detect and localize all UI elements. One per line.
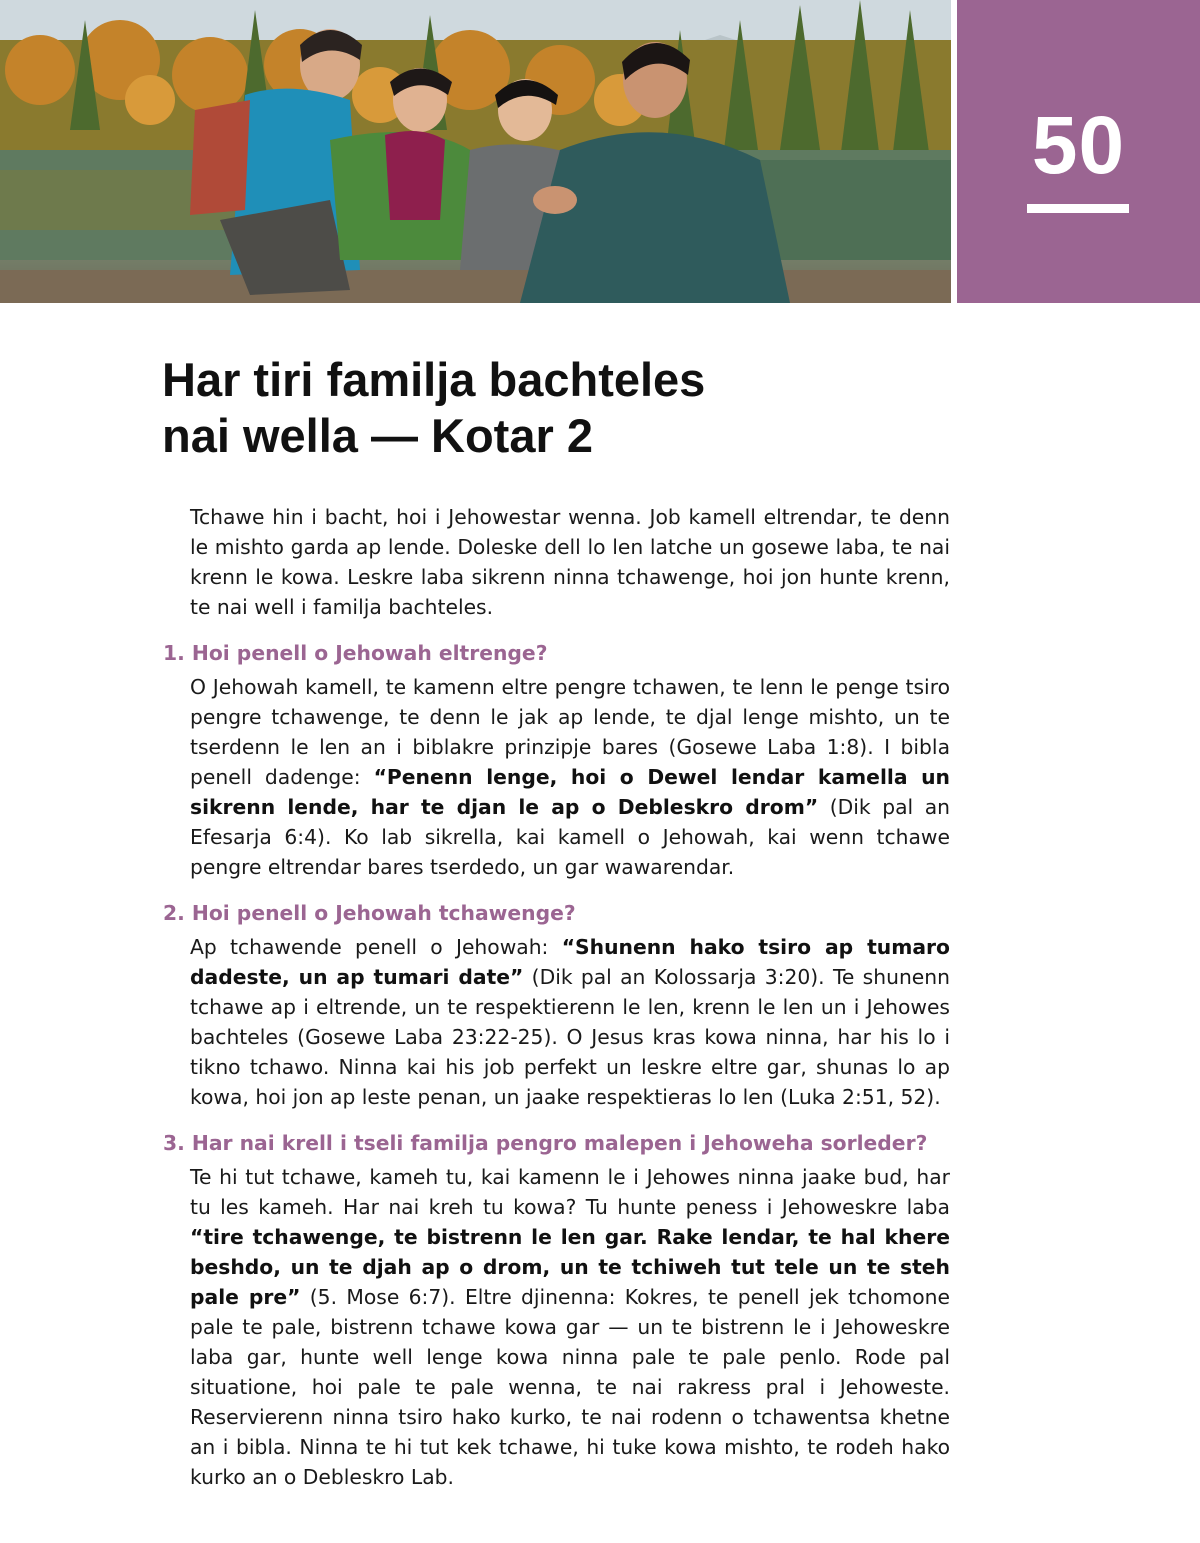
answer-1-text-cont: (Dik pal an Efesarja 6:4). Ko lab sikrella, kai kamell o Jehowah, kai wenn tchawe pengre eltrendar bares tserdedo, un gar wawarendar. [190, 795, 951, 879]
lesson-number: 50 [1031, 100, 1126, 191]
answer-3-bold-quote: “tire tchawenge, te bistrenn le len gar. Rake lendar, te hal khere beshdo, un te djah ap o drom, un te tchiweh tut tele un te steh pale pre” [190, 1225, 950, 1309]
page-title-line-1: Har tiri familja bachteles [162, 353, 706, 406]
family-photo-illustration [0, 0, 951, 303]
answer-2 [190, 932, 950, 1112]
question-3: 3. Har nai krell i tseli familja pengro malepen i Jehoweha sorleder? [163, 1131, 928, 1155]
answer-1-bold-quote: “Penenn lenge, hoi o Dewel lendar kamella un sikrenn lende, har te djan le ap o Debleskro drom” [190, 765, 950, 819]
page-title [162, 352, 962, 464]
answer-1 [190, 672, 950, 882]
question-2: 2. Hoi penell o Jehowah tchawenge? [163, 901, 576, 925]
page-title-line-2: nai wella — Kotar 2 [162, 409, 593, 462]
lesson-number-underline [1027, 204, 1129, 213]
answer-3-text-cont: (5. Mose 6:7). Eltre djinenna: Kokres, te penell jek tchomone pale te pale, bistrenn tchawe kowa gar — un te bistrenn le i Jehoweskre laba gar, hunte well lenge kowa ninna pale te pale penlo. Rode pal situatione, hoi pale te pale wenna, te nai rakress pral i Jehoweste. Reservierenn ninna tsiro hako kurko, te nai rodenn o tchawentsa khetne an i bibla. Ninna te hi tut kek tchawe, hi tuke kowa mishto, te rodeh hako kurko an o Debleskro Lab. [190, 1285, 950, 1489]
intro-paragraph: Tchawe hin i bacht, hoi i Jehowestar wenna. Job kamell eltrendar, te denn le mishto garda ap lende. Doleske dell lo len latche un gosewe laba, te nai krenn le kowa. Leskre laba sikrenn ninna tchawenge, hoi jon hunte krenn, te nai well i familja bachteles. [190, 505, 950, 619]
answer-3 [190, 1162, 950, 1492]
answer-2-bold-quote: “Shunenn hako tsiro ap tumaro dadeste, un ap tumari date” [190, 935, 950, 989]
question-1: 1. Hoi penell o Jehowah eltrenge? [163, 641, 548, 665]
answer-2-text-cont: (Dik pal an Kolossarja 3:20). Te shunenn tchawe ap i eltrende, un te respektierenn le len, krenn le len un i Jehowes bachteles (Gosewe Laba 23:22-25). O Jesus kras kowa ninna, har his lo i tikno tchawo. Ninna kai his job perfekt un leskre eltre gar, shunas lo ap kowa, hoi jon ap leste penan, un jaake respektieras lo len (Luka 2:51, 52). [190, 965, 950, 1109]
answer-3-text: Te hi tut tchawe, kameh tu, kai kamenn le i Jehowes ninna jaake bud, har tu les kameh. Har nai kreh tu kowa? Tu hunte peness i Jehoweskre laba [190, 1165, 950, 1219]
header-photo [0, 0, 951, 303]
lesson-content [163, 502, 951, 1508]
answer-2-text: Ap tchawende penell o Jehowah: [190, 935, 562, 959]
lesson-number-box [957, 0, 1200, 303]
answer-1-text: O Jehowah kamell, te kamenn eltre pengre tchawen, te lenn le penge tsiro pengre tchawenge, te denn le jak ap lende, te djal lenge mishto, un te tserdenn le len an i biblakre prinzipje bares (Gosewe Laba 1:8). I bibla penell dadenge: [190, 675, 950, 789]
